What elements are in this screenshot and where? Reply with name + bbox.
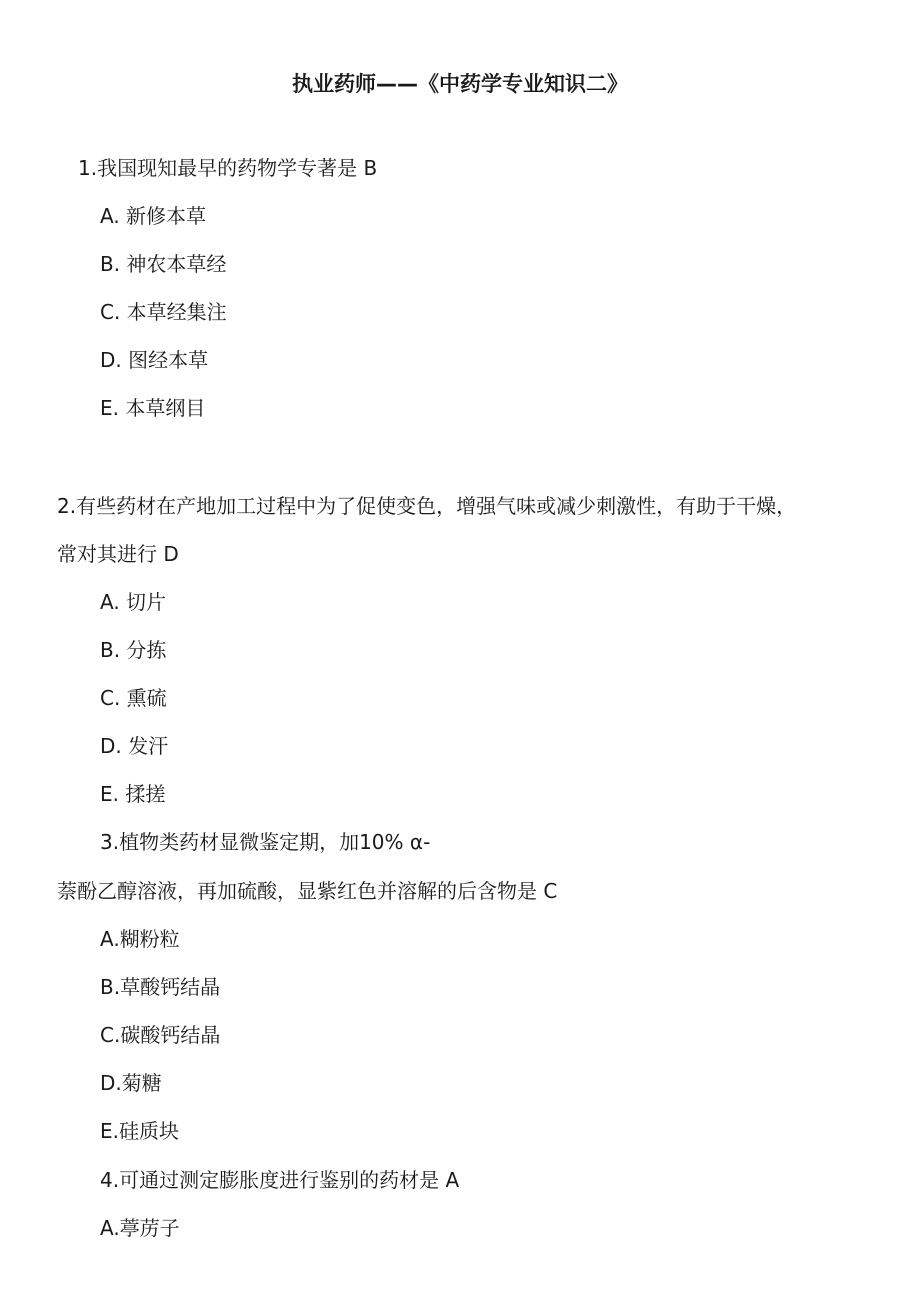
- question-3-option-e: E.硅质块: [100, 1119, 179, 1143]
- question-1-option-b: B. 神农本草经: [100, 252, 227, 276]
- question-2-option-c: C. 熏硫: [100, 686, 167, 710]
- question-1-option-d: D. 图经本草: [100, 348, 209, 372]
- question-2-stem-line-1: 2.有些药材在产地加工过程中为了促使变色，增强气味或减少刺激性，有助于干燥，: [57, 494, 797, 518]
- question-3-option-d: D.菊糖: [100, 1071, 162, 1095]
- question-2-stem-line-2: 常对其进行 D: [57, 542, 179, 566]
- question-1-option-e: E. 本草纲目: [100, 396, 206, 420]
- page-title: 执业药师——《中药学专业知识二》: [292, 72, 628, 96]
- question-4-option-a: A.葶苈子: [100, 1216, 180, 1240]
- question-3-stem-line-1: 3.植物类药材显微鉴定期，加10% α-: [100, 830, 431, 854]
- question-2-option-b: B. 分拣: [100, 638, 167, 662]
- question-4-stem: 4.可通过测定膨胀度进行鉴别的药材是 A: [100, 1168, 460, 1192]
- question-3-option-a: A.糊粉粒: [100, 927, 180, 951]
- question-1-stem: 1.我国现知最早的药物学专著是 B: [78, 156, 378, 180]
- question-3-option-b: B.草酸钙结晶: [100, 975, 221, 999]
- question-2-option-d: D. 发汗: [100, 734, 169, 758]
- question-1-option-a: A. 新修本草: [100, 204, 207, 228]
- question-2-option-a: A. 切片: [100, 590, 167, 614]
- question-1-option-c: C. 本草经集注: [100, 300, 227, 324]
- question-3-stem-line-2: 萘酚乙醇溶液，再加硫酸，显紫红色并溶解的后含物是 C: [57, 879, 558, 903]
- question-2-option-e: E. 揉搓: [100, 782, 166, 806]
- question-3-option-c: C.碳酸钙结晶: [100, 1023, 221, 1047]
